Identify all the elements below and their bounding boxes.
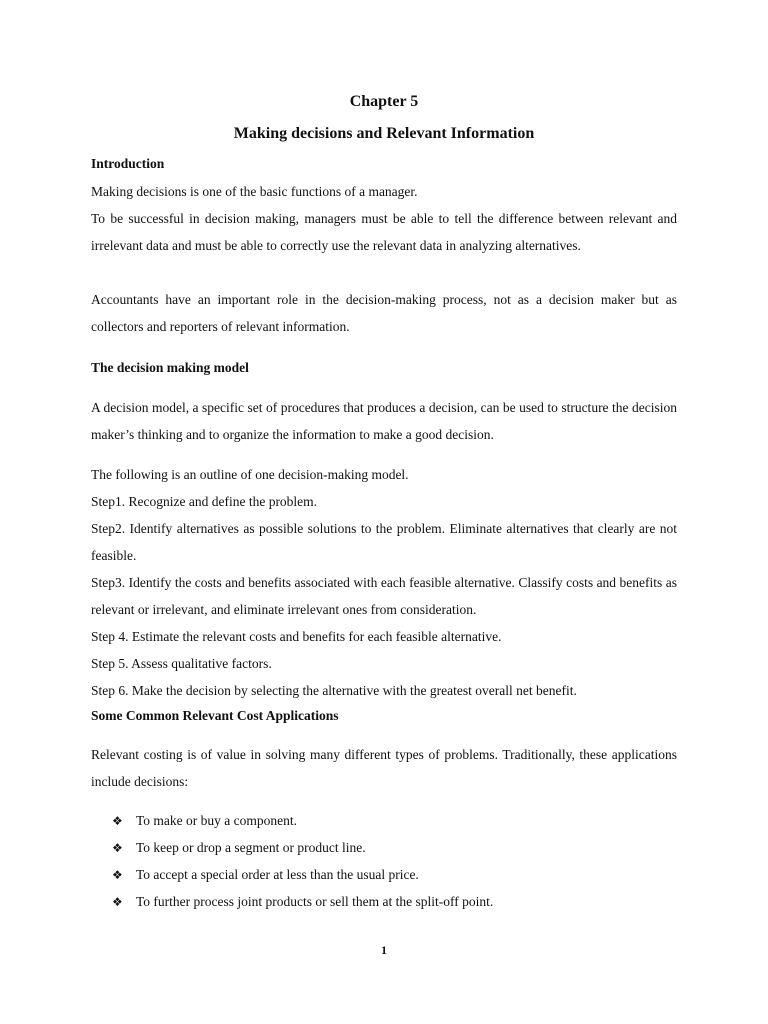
list-item bbox=[112, 861, 672, 888]
list-item-text: To further process joint products or sell them at the split-off point. bbox=[136, 894, 494, 909]
step-2: Step2. Identify alternatives as possible solutions to the problem. Eliminate alternatives that clearly are not feasible. bbox=[91, 521, 677, 563]
step-5: Step 5. Assess qualitative factors. bbox=[91, 656, 272, 671]
step-4: Step 4. Estimate the relevant costs and benefits for each feasible alternative. bbox=[91, 629, 502, 644]
diamond-bullet-icon: ❖ bbox=[112, 868, 123, 882]
list-item-text: To accept a special order at less than the usual price. bbox=[136, 867, 419, 882]
step-3: Step3. Identify the costs and benefits associated with each feasible alternative. Classify costs and benefits as relevant or irrelevant, and eliminate irrelevant ones from consideration. bbox=[91, 575, 677, 617]
applications-heading: Some Common Relevant Cost Applications bbox=[91, 708, 339, 723]
list-item-text: To keep or drop a segment or product line. bbox=[136, 840, 366, 855]
page-number: 1 bbox=[381, 943, 387, 957]
introduction-paragraph-1: To be successful in decision making, managers must be able to tell the difference between relevant and irrelevant data and must be able to correctly use the relevant data in analyzing alternatives. bbox=[91, 211, 677, 253]
list-item bbox=[112, 888, 672, 915]
chapter-title: Making decisions and Relevant Information bbox=[233, 125, 535, 142]
step-6: Step 6. Make the decision by selecting the alternative with the greatest overall net benefit. bbox=[91, 683, 577, 698]
introduction-paragraph-2: Accountants have an important role in the decision-making process, not as a decision maker but as collectors and reporters of relevant information. bbox=[91, 292, 677, 334]
applications-paragraph: Relevant costing is of value in solving many different types of problems. Traditionally, these applications include decisions: bbox=[91, 747, 677, 789]
diamond-bullet-icon: ❖ bbox=[112, 841, 123, 855]
model-heading: The decision making model bbox=[91, 360, 249, 375]
applications-list bbox=[112, 807, 672, 915]
list-item-text: To make or buy a component. bbox=[136, 813, 298, 828]
list-item bbox=[112, 807, 672, 834]
model-paragraph: A decision model, a specific set of procedures that produces a decision, can be used to structure the decision maker’s thinking and to organize the information to make a good decision. bbox=[91, 400, 677, 442]
diamond-bullet-icon: ❖ bbox=[112, 895, 123, 909]
model-outline: The following is an outline of one decision-making model. bbox=[91, 467, 409, 482]
diamond-bullet-icon: ❖ bbox=[112, 814, 123, 828]
chapter-heading: Chapter 5 bbox=[349, 93, 419, 110]
step-1: Step1. Recognize and define the problem. bbox=[91, 494, 318, 509]
list-item bbox=[112, 834, 672, 861]
introduction-line: Making decisions is one of the basic functions of a manager. bbox=[91, 184, 418, 199]
introduction-heading: Introduction bbox=[91, 156, 165, 171]
